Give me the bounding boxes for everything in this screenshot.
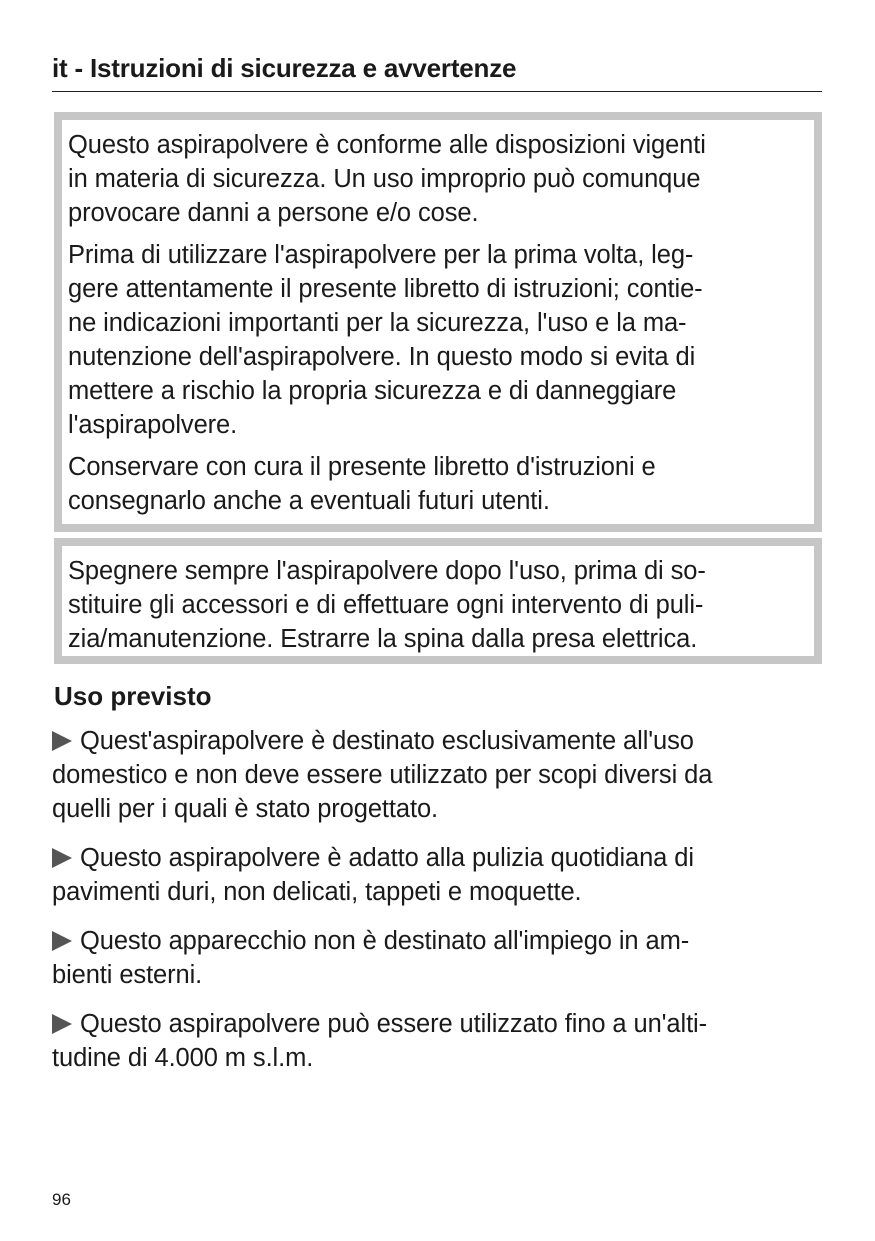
text-line: pavimenti duri, non delicati, tappeti e moquette. [52, 878, 582, 906]
text-line: in materia di sicurezza. Un uso improprio può comunque [68, 165, 701, 193]
list-item [52, 841, 827, 909]
text-line: Questo apparecchio non è destinato all'impiego in am- [80, 927, 690, 955]
page-number: 96 [52, 1190, 71, 1209]
page-header [52, 52, 822, 92]
text-line: gere attentamente il presente libretto di istruzioni; contie- [68, 275, 703, 303]
warning-box [54, 538, 822, 664]
bullet-triangle-icon [52, 731, 72, 751]
list-item [52, 924, 827, 992]
text-line: stituire gli accessori e di effettuare ogni intervento di puli- [68, 591, 704, 619]
text-line: bienti esterni. [52, 961, 203, 989]
text-line: Spegnere sempre l'aspirapolvere dopo l'uso, prima di so- [68, 557, 706, 585]
text-line: Conservare con cura il presente libretto d'istruzioni e [68, 453, 656, 481]
warning-paragraph [68, 554, 808, 656]
text-line: Questo aspirapolvere è adatto alla pulizia quotidiana di [80, 844, 694, 872]
text-line: provocare danni a persone e/o cose. [68, 199, 479, 227]
text-line: quelli per i quali è stato progettato. [52, 795, 439, 823]
bullet-triangle-icon [52, 1014, 72, 1034]
text-line: ne indicazioni importanti per la sicurezza, l'uso e la ma- [68, 309, 687, 337]
text-line: l'aspirapolvere. [68, 411, 238, 439]
list-item [52, 724, 827, 826]
text-line: tudine di 4.000 m s.l.m. [52, 1044, 314, 1072]
list-item [52, 1007, 827, 1075]
text-line: nutenzione dell'aspirapolvere. In questo modo si evita di [68, 343, 696, 371]
page-title: it - Istruzioni di sicurezza e avvertenze [52, 53, 517, 83]
text-line: mettere a rischio la propria sicurezza e di danneggiare [68, 377, 677, 405]
safety-paragraph [68, 238, 808, 442]
section-heading-intended-use: Uso previsto [54, 681, 212, 711]
text-line: Prima di utilizzare l'aspirapolvere per la prima volta, leg- [68, 241, 694, 269]
safety-notice-box [54, 112, 822, 532]
text-line: Questo aspirapolvere può essere utilizzato fino a un'alti- [80, 1010, 708, 1038]
safety-paragraph [68, 450, 808, 518]
text-line: Questo aspirapolvere è conforme alle disposizioni vigenti [68, 131, 706, 159]
text-line: consegnarlo anche a eventuali futuri utenti. [68, 487, 550, 515]
text-line: domestico e non deve essere utilizzato per scopi diversi da [52, 761, 713, 789]
intended-use-list [52, 724, 827, 1090]
bullet-triangle-icon [52, 931, 72, 951]
bullet-triangle-icon [52, 848, 72, 868]
safety-paragraph [68, 128, 808, 230]
text-line: Quest'aspirapolvere è destinato esclusivamente all'uso [80, 727, 694, 755]
text-line: zia/manutenzione. Estrarre la spina dalla presa elettrica. [68, 625, 698, 653]
